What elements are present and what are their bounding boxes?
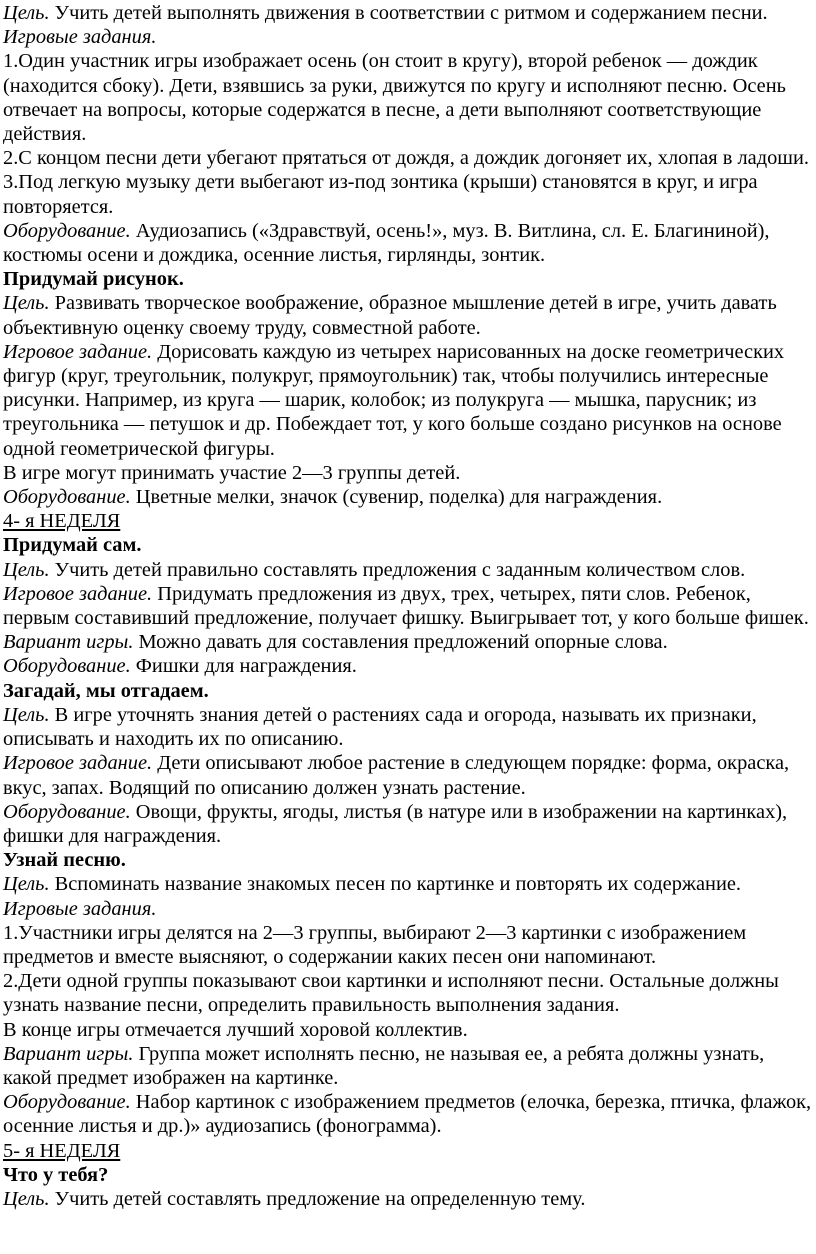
- game-title: Придумай рисунок.: [3, 268, 184, 291]
- task-text: Придумать предложения из двух, трех, четырех, пяти слов. Ребенок, первым составивший предложение, получает фишку. Выигрывает тот, у кого больше фишек.: [3, 582, 809, 630]
- variant-paragraph: [3, 630, 812, 654]
- task-label: Игровое задание.: [3, 340, 153, 363]
- game-title: Загадай, мы отгадаем.: [3, 679, 209, 702]
- task-paragraph: [3, 582, 812, 630]
- goal-label: Цель.: [3, 703, 50, 726]
- equipment-paragraph: [3, 654, 812, 678]
- equipment-label: Оборудование.: [3, 219, 131, 242]
- equipment-paragraph: [3, 1090, 812, 1138]
- goal-label: Цель.: [3, 558, 50, 581]
- variant-text: Группа может исполнять песню, не называя ее, а ребята должны узнать, какой предмет изображен на картинке.: [3, 1042, 765, 1089]
- week-heading: 4- я НЕДЕЛЯ: [3, 510, 121, 533]
- task-item: 3.Под легкую музыку дети выбегают из-под зонтика (крыши) становятся в круг, и игра повторяется.: [3, 171, 758, 218]
- goal-label: Цель.: [3, 873, 50, 896]
- week-heading: 5- я НЕДЕЛЯ: [3, 1139, 121, 1162]
- variant-label: Вариант игры.: [3, 631, 134, 654]
- equipment-label: Оборудование.: [3, 486, 131, 509]
- variant-text: Можно давать для составления предложений опорные слова.: [133, 631, 668, 654]
- equipment-label: Оборудование.: [3, 655, 131, 678]
- equipment-label: Оборудование.: [3, 1091, 131, 1114]
- task-label: Игровое задание.: [3, 752, 153, 775]
- task-paragraph: [3, 340, 812, 461]
- equipment-text: Фишки для награждения.: [130, 655, 357, 678]
- goal-paragraph: [3, 872, 812, 896]
- result-note: В конце игры отмечается лучший хоровой коллектив.: [3, 1018, 468, 1041]
- task-item: 1.Участники игры делятся на 2—3 группы, выбирают 2—3 картинки с изображением предметов и вместе выясняют, о содержании каких песен они напоминают.: [3, 921, 747, 968]
- goal-label: Цель.: [3, 1187, 50, 1210]
- task-paragraph: [3, 751, 812, 799]
- task-item: 2.Дети одной группы показывают свои картинки и исполняют песни. Остальные должны узнать название песни, определить правильность выполнения задания.: [3, 970, 779, 1017]
- equipment-text: Цветные мелки, значок (сувенир, поделка) для награждения.: [130, 486, 663, 509]
- goal-text: В игре уточнять знания детей о растениях сада и огорода, называть их признаки, описывать и находить их по описанию.: [3, 703, 757, 751]
- goal-text: Учить детей правильно составлять предложения с заданным количеством слов.: [49, 558, 746, 581]
- goal-label: Цель.: [3, 2, 50, 24]
- equipment-paragraph: [3, 219, 812, 267]
- goal-paragraph: [3, 558, 812, 582]
- equipment-text: Аудиозапись («Здравствуй, осень!», муз. В. Витлина, сл. Е. Благининой), костюмы осени и дождика, осенние листья, гирлянды, зонтик.: [3, 219, 770, 267]
- equipment-text: Овощи, фрукты, ягоды, листья (в натуре или в изображении на картинках), фишки для награждения.: [3, 800, 788, 847]
- goal-label: Цель.: [3, 292, 50, 315]
- variant-paragraph: [3, 1042, 812, 1090]
- game-title: Что у тебя?: [3, 1163, 109, 1186]
- variant-label: Вариант игры.: [3, 1042, 134, 1065]
- goal-paragraph: [3, 291, 812, 339]
- tasks-label: Игровые задания.: [3, 897, 157, 920]
- equipment-paragraph: [3, 485, 812, 509]
- goal-paragraph: [3, 1187, 812, 1211]
- goal-text: Развивать творческое воображение, образное мышление детей в игре, учить давать объективную оценку своему труду, совместной работе.: [3, 292, 777, 339]
- game-title: Узнай песню.: [3, 849, 126, 872]
- tasks-label: Игровые задания.: [3, 26, 157, 49]
- game-title: Придумай сам.: [3, 534, 142, 557]
- participants-note: В игре могут принимать участие 2—3 группы детей.: [3, 461, 461, 484]
- task-label: Игровое задание.: [3, 582, 153, 605]
- goal-text: Вспоминать название знакомых песен по картинке и повторять их содержание.: [49, 873, 742, 896]
- goal-paragraph: [3, 1, 812, 25]
- equipment-paragraph: [3, 800, 812, 848]
- task-item: 2.С концом песни дети убегают прятаться от дождя, а дождик догоняет их, хлопая в ладоши.: [3, 147, 809, 170]
- equipment-label: Оборудование.: [3, 800, 131, 823]
- goal-paragraph: [3, 703, 812, 751]
- equipment-text: Набор картинок с изображением предметов (елочка, березка, птичка, флажок, осенние листья и др.)» аудиозапись (фонограмма).: [3, 1091, 812, 1138]
- goal-text: Учить детей выполнять движения в соответствии с ритмом и содержанием песни.: [49, 2, 768, 24]
- task-item: 1.Один участник игры изображает осень (он стоит в кругу), второй ребенок — дождик (находится сбоку). Дети, взявшись за руки, движутся по кругу и исполняют песню. Осень отвечает на вопросы, которые содержатся в песне, а дети выполняют соответствующие действия.: [3, 50, 786, 146]
- task-text: Дети описывают любое растение в следующем порядке: форма, окраска, вкус, запах. Водящий по описанию должен узнать растение.: [3, 752, 790, 799]
- goal-text: Учить детей составлять предложение на определенную тему.: [49, 1187, 586, 1210]
- task-text: Дорисовать каждую из четырех нарисованных на доске геометрических фигур (круг, треугольник, полукруг, прямоугольник) так, чтобы получились интересные рисунки. Например, из круга — шарик, колобок; из полукруга — мышка, парусник; из треугольника — петушок и др. Побеждает тот, у кого больше создано рисунков на основе одной геометрической фигуры.: [3, 340, 785, 460]
